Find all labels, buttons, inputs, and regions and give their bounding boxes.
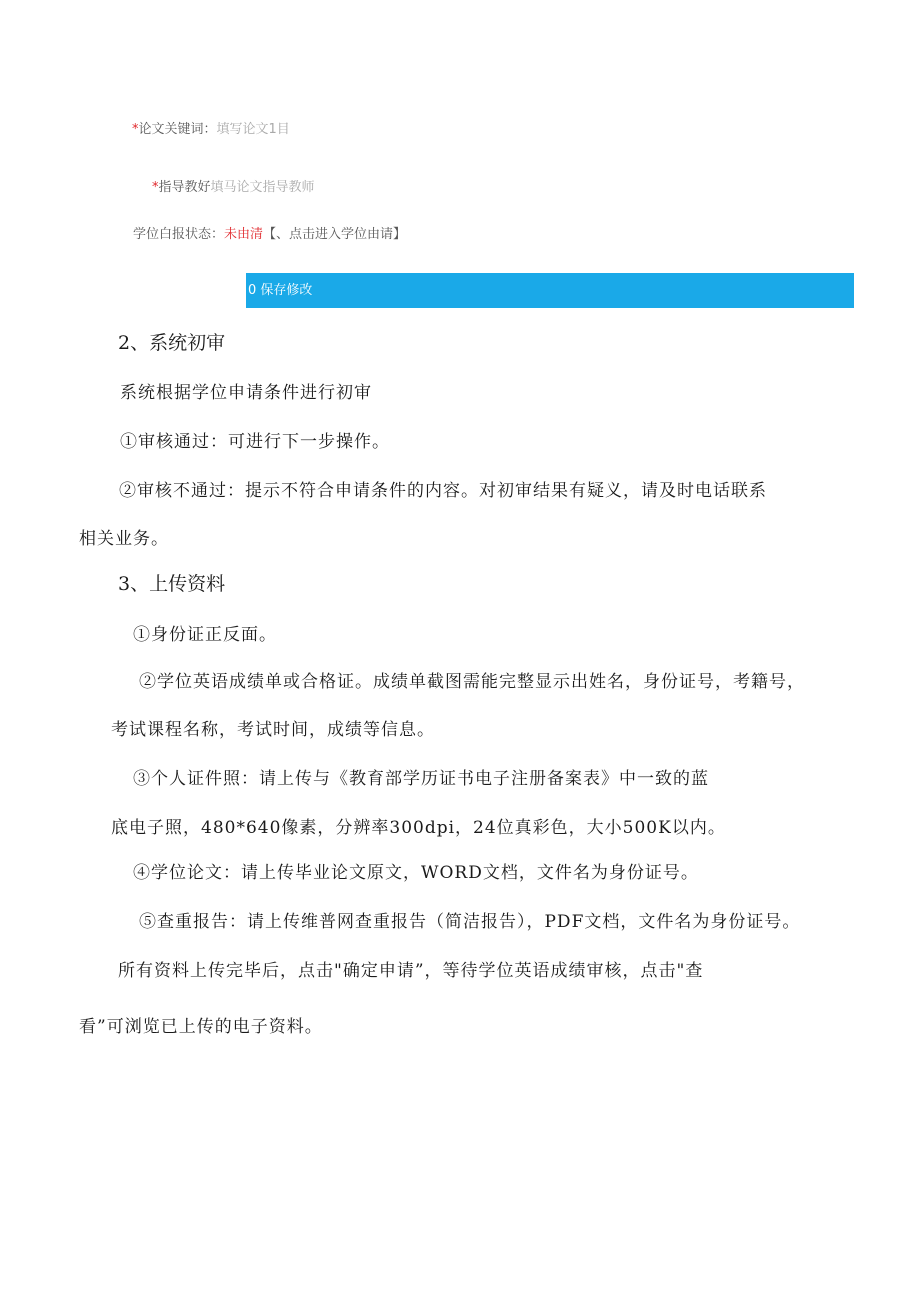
paragraph: ②审核不通过：提示不符合申请条件的内容。对初审结果有疑义，请及时电话联系: [119, 481, 767, 501]
status-value: 未由清: [224, 227, 264, 242]
advisor-label: 指导教好: [158, 180, 211, 195]
keywords-label: 论文关键词：: [138, 122, 217, 137]
status-label: 学位白报状态：: [133, 227, 225, 242]
paragraph: ①审核通过：可进行下一步操作。: [120, 432, 390, 452]
paragraph: ⑤查重报告：请上传维普网查重报告（简洁报告），PDF文档，文件名为身份证号。: [139, 912, 801, 932]
section3-heading: 3、上传资料: [118, 573, 226, 595]
paragraph: 相关业务。: [79, 529, 169, 549]
paragraph: 考试课程名称，考试时间，成绩等信息。: [111, 720, 435, 740]
save-button[interactable]: 0 保存修改: [246, 273, 854, 308]
required-mark: *: [152, 180, 159, 195]
advisor-input[interactable]: 填马论文指导教师: [210, 180, 315, 195]
paragraph: ①身份证正反面。: [133, 625, 277, 645]
status-row: [133, 223, 406, 242]
paragraph: 底电子照，480*640像素，分辨率300dpi，24位真彩色，大小500K以内。: [111, 818, 726, 838]
paragraph: ③个人证件照：请上传与《教育部学历证书电子注册备案表》中一致的蓝: [133, 769, 709, 789]
keywords-row: [132, 118, 290, 137]
paragraph: ②学位英语成绩单或合格证。成绩单截图需能完整显示出姓名，身份证号，考籍号，: [139, 672, 805, 692]
section2-heading: 2、系统初审: [118, 332, 226, 354]
apply-degree-link[interactable]: 【、点击进入学位由请】: [263, 227, 407, 242]
paragraph: ④学位论文：请上传毕业论文原文，WORD文档，文件名为身份证号。: [133, 863, 699, 883]
paragraph: 系统根据学位申请条件进行初审: [120, 383, 372, 403]
advisor-row: [152, 176, 315, 195]
paragraph: 看”可浏览已上传的电子资料。: [79, 1017, 323, 1037]
keywords-input[interactable]: 填写论文1目: [216, 122, 290, 137]
required-mark: *: [132, 122, 139, 137]
paragraph: 所有资料上传完毕后，点击"确定申请”，等待学位英语成绩审核，点击"查: [118, 961, 704, 981]
